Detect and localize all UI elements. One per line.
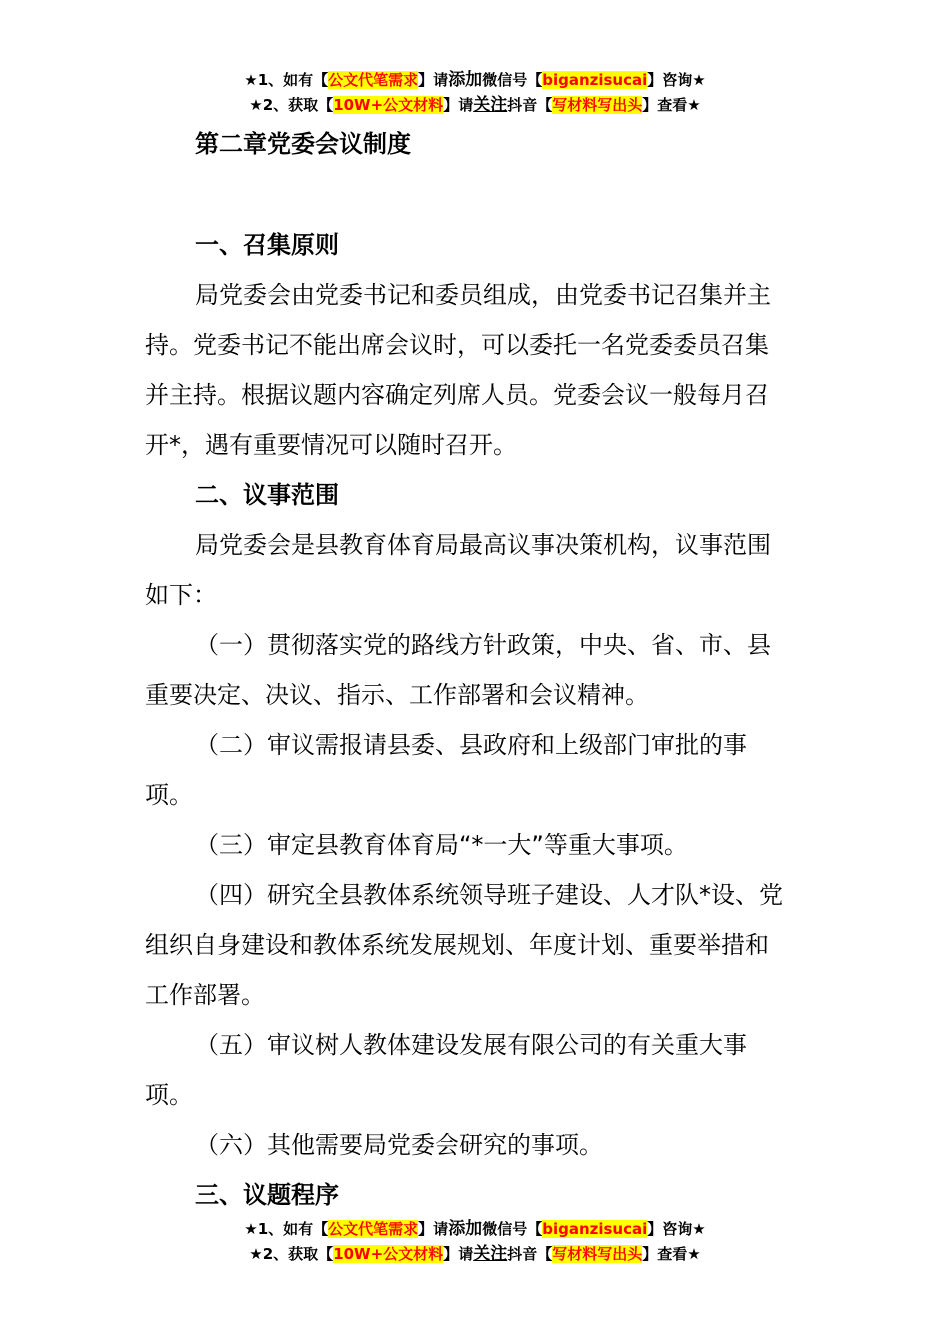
ad-text: 抖音【 — [507, 96, 553, 114]
ad-wechat-id: biganzisucai — [542, 1220, 648, 1238]
ad-line-2-footer — [0, 1242, 950, 1266]
ad-line-1-footer — [0, 1217, 950, 1241]
list-item: （三）审定县教育体育局“*一大”等重大事项。 — [195, 831, 688, 859]
list-item: （四）研究全县教体系统领导班子建设、人才队*设、党组织自身建设和教体系统发展规划、年度计划、重要举措和工作部署。 — [145, 881, 783, 1009]
ad-text: 抖音【 — [507, 1245, 553, 1263]
ad-wechat-id: biganzisucai — [542, 71, 648, 89]
ad-highlight: 公文代笔需求 — [328, 71, 419, 89]
ad-text: 微信号【 — [482, 1220, 543, 1238]
ad-text: 】查看★ — [642, 96, 701, 114]
ad-line-2 — [0, 93, 950, 117]
ad-text: 】请 — [443, 1245, 474, 1263]
section-heading: 三、议题程序 — [195, 1181, 339, 1209]
ad-text: 】请 — [443, 96, 474, 114]
page-title: 第二章党委会议制度 — [195, 130, 411, 158]
ad-text: ★2、获取【 — [249, 96, 334, 114]
list-item: （二）审议需报请县委、县政府和上级部门审批的事项。 — [145, 731, 747, 809]
document-body — [145, 220, 790, 1220]
ad-text: 】查看★ — [642, 1245, 701, 1263]
ad-text: ★2、获取【 — [249, 1245, 334, 1263]
ad-emphasis: 添加 — [448, 1219, 483, 1239]
ad-text: 】咨询★ — [647, 71, 706, 89]
ad-highlight: 10W+公文材料 — [333, 1245, 444, 1263]
ad-emphasis: 添加 — [448, 70, 483, 90]
ad-douyin-id: 写材料写出头 — [552, 1245, 643, 1263]
ad-highlight: 公文代笔需求 — [328, 1220, 419, 1238]
ad-text: 】请 — [418, 1220, 449, 1238]
ad-text: 微信号【 — [482, 71, 543, 89]
ad-emphasis: 关注 — [473, 95, 508, 115]
ad-text: 】请 — [418, 71, 449, 89]
list-item: （五）审议树人教体建设发展有限公司的有关重大事项。 — [145, 1031, 747, 1109]
paragraph: 局党委会是县教育体育局最高议事决策机构，议事范围如下： — [145, 531, 771, 609]
paragraph: 局党委会由党委书记和委员组成，由党委书记召集并主持。党委书记不能出席会议时，可以委托一名党委委员召集并主持。根据议题内容确定列席人员。党委会议一般每月召开*，遇有重要情况可以随时召开。 — [145, 281, 771, 459]
list-item: （六）其他需要局党委会研究的事项。 — [195, 1131, 603, 1159]
ad-highlight: 10W+公文材料 — [333, 96, 444, 114]
list-item: （一）贯彻落实党的路线方针政策，中央、省、市、县重要决定、决议、指示、工作部署和会议精神。 — [145, 631, 771, 709]
ad-emphasis: 关注 — [473, 1244, 508, 1264]
ad-text: 】咨询★ — [647, 1220, 706, 1238]
ad-line-1 — [0, 68, 950, 92]
ad-text: ★1、如有【 — [244, 71, 329, 89]
ad-douyin-id: 写材料写出头 — [552, 96, 643, 114]
section-heading: 一、召集原则 — [195, 231, 339, 259]
section-heading: 二、议事范围 — [195, 481, 339, 509]
ad-text: ★1、如有【 — [244, 1220, 329, 1238]
